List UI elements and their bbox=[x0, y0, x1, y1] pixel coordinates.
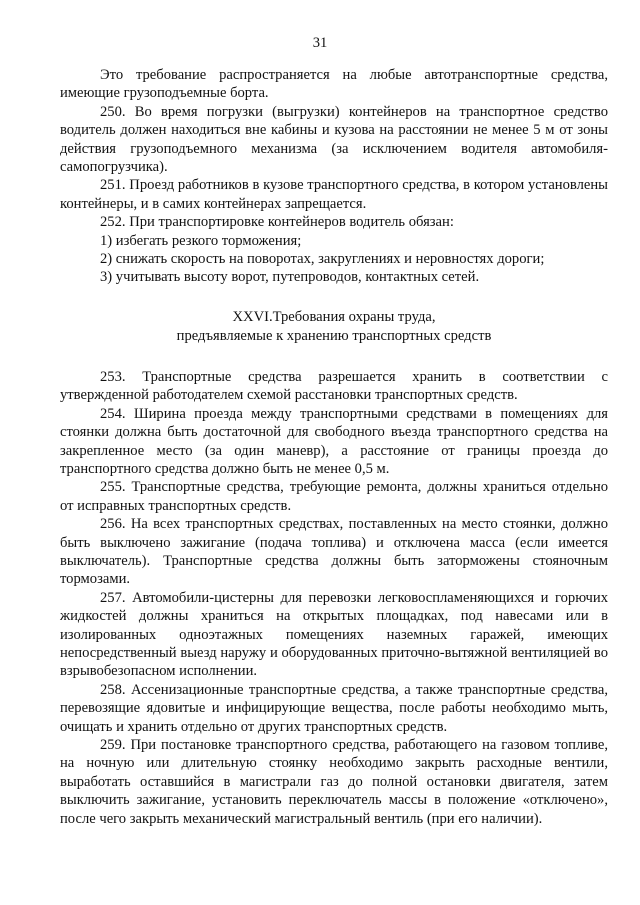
paragraph-254: 254. Ширина проезда между транспортными средствами в помещениях для стоянки должна быть достаточной для свободного въезда транспортного средства на закрепленное место (за один маневр), а расстояние от границы проезда до транспортного средства должно быть не менее 0,5 м. bbox=[60, 405, 608, 477]
paragraph-251: 251. Проезд работников в кузове транспортного средства, в котором установлены контейнеры, и в самих контейнерах запрещается. bbox=[60, 177, 608, 212]
paragraph-253: 253. Транспортные средства разрешается хранить в соответствии с утвержденной работодателем схемой расстановки транспортных средств. bbox=[60, 368, 608, 404]
paragraph-256: 256. На всех транспортных средствах, поставленных на место стоянки, должно быть выключено зажигание (подача топлива) и отключена масса (если имеется выключатель). Транспортные средства должны быть заторможены стояночным тормозами. bbox=[60, 516, 608, 588]
paragraph-258: 258. Ассенизационные транспортные средства, а также транспортные средства, перевозящие ядовитые и инфицирующие вещества, после работы необходимо мыть, очищать и хранить отдельно от других транспортных средств. bbox=[60, 681, 608, 735]
paragraph-257: 257. Автомобили-цистерны для перевозки легковоспламеняющихся и горючих жидкостей должны храниться на открытых площадках, под навесами или в изолированных одноэтажных помещениях наземных гаражей, имеющих непосредственный выезд наружу и оборудованных приточно-вытяжной вентиляцией во взрывобезопасном исполнении. bbox=[60, 589, 608, 680]
section-heading-line2: предъявляемые к хранению транспортных средств bbox=[176, 327, 492, 344]
paragraph-252: 252. При транспортировке контейнеров водитель обязан: bbox=[100, 214, 454, 231]
page-number: 31 bbox=[312, 35, 328, 51]
paragraph-259: 259. При постановке транспортного средства, работающего на газовом топливе, на ночную или длительную стоянку необходимо закрыть расходные вентили, выработать оставшийся в магистрали газ до полной остановки двигателя, затем выключить зажигание, установить переключатель массы в положение «отключено», после чего закрыть механический магистральный вентиль (при его наличии). bbox=[60, 737, 608, 827]
list-item-2: 2) снижать скорость на поворотах, закруглениях и неровностях дороги; bbox=[100, 251, 545, 268]
section-heading-line1: XXVI.Требования охраны труда, bbox=[232, 308, 436, 325]
paragraph-250: 250. Во время погрузки (выгрузки) контейнеров на транспортное средство водитель должен находиться вне кабины и кузова на расстоянии не менее 5 м от зоны действия грузоподъемного механизма (за исключением водителя автомобиля-самопогрузчика). bbox=[60, 103, 608, 176]
paragraph-continuation: Это требование распространяется на любые автотранспортные средства, имеющие грузоподъемные борта. bbox=[60, 67, 608, 102]
page-content bbox=[60, 66, 608, 828]
section-heading bbox=[60, 308, 608, 346]
list-item-3: 3) учитывать высоту ворот, путепроводов, контактных сетей. bbox=[100, 269, 480, 286]
list-item-1: 1) избегать резкого торможения; bbox=[100, 232, 302, 249]
paragraph-255: 255. Транспортные средства, требующие ремонта, должны храниться отдельно от исправных транспортных средств. bbox=[60, 479, 608, 514]
